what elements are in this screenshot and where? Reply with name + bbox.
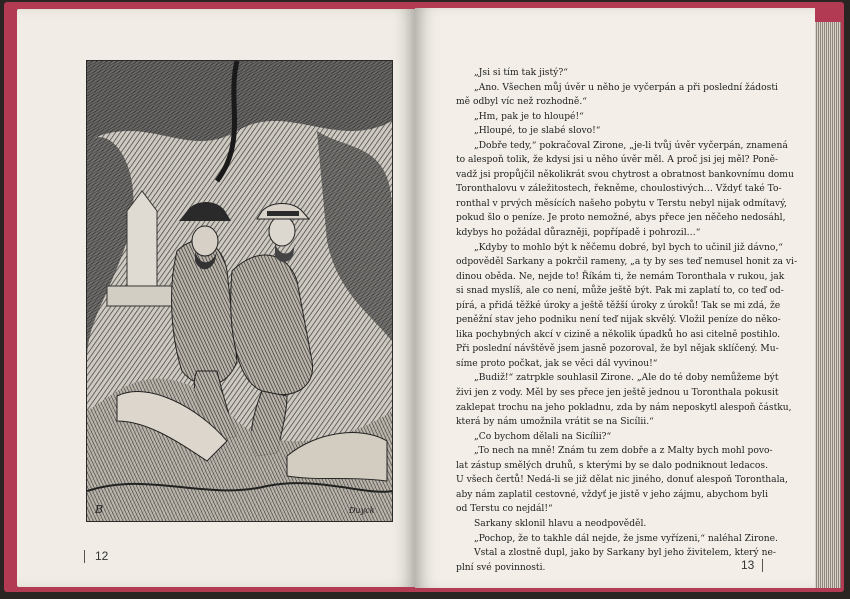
text-line: která by nám umožnila vrátit se na Sicílii.“ [456, 417, 654, 428]
text-line: vadž jsi propůjčil několikrát svou chytrost a obratnost bankovnímu domu [456, 169, 794, 180]
body-text [456, 66, 798, 575]
engraving-illustration [86, 60, 393, 522]
text-line: plní své povinnosti. [456, 562, 546, 573]
text-line: „Co bychom dělali na Sicílii?“ [474, 431, 612, 442]
text-line: odpověděl Sarkany a pokrčil rameny, „a ty by ses teď nemusel honit za vi- [456, 257, 798, 268]
text-line: Při poslední návštěvě jsem jasně pozoroval, že byl nějak sklíčený. Mu- [456, 344, 779, 355]
text-line: „Hm, pak je to hloupé!“ [474, 111, 584, 122]
text-line: ronthal v prvých měsících našeho pobytu v Terstu nebyl nijak odmítavý, [456, 198, 787, 209]
text-line: síme proto počkat, jak se věci dál vyvinou!“ [456, 358, 658, 369]
text-line: „To nech na mně! Znám tu zem dobře a z Malty bych mohl povo- [474, 446, 773, 457]
page-edges [815, 22, 841, 588]
text-line: pokud šlo o peníze. Je proto nemožné, abys přece jen něčeho nedosáhl, [456, 213, 786, 224]
text-line: „Dobře tedy,“ pokračoval Zirone, „je-li tvůj úvěr vyčerpán, znamená [474, 140, 788, 151]
text-line: Toronthalovu v záležitostech, řekněme, choulostivých… Vždyť také To- [456, 184, 782, 195]
text-line: dinou oběda. Ne, nejde to! Říkám ti, že nemám Toronthala v rukou, jak [456, 271, 785, 282]
text-line: „Hloupé, to je slabé slovo!“ [474, 126, 601, 137]
text-line: „Pochop, že to takhle dál nejde, že jsme vyřízeni,“ naléhal Zirone. [474, 533, 778, 544]
text-line: „Kdyby to mohlo být k něčemu dobré, byl bych to učinil již dávno,“ [474, 242, 783, 253]
text-line: zaklepat trochu na jeho pokladnu, zda by nám neposkytl alespoň částku, [456, 402, 792, 413]
text-line: si snad myslíš, ale co není, může ještě být. Pak mi zaplatí to, co teď od- [456, 286, 784, 297]
text-line: U všech čertů! Nedá-li se již dělat nic jiného, donuť alespoň Toronthala, [456, 475, 788, 486]
text-line: Sarkany sklonil hlavu a neodpověděl. [474, 518, 647, 529]
illustration-signature-left: B [95, 503, 104, 516]
text-line: lat zástup smělých druhů, s kterými by se dalo podniknout ledacos. [456, 460, 768, 471]
page-number-divider [762, 559, 763, 572]
text-line: živi jen z vody. Měl by ses přece jen ještě jednou u Toronthala pokusit [456, 388, 779, 399]
text-line: „Jsi si tím tak jistý?“ [474, 68, 568, 78]
text-line: Vstal a zlostně dupl, jako by Sarkany byl jeho živitelem, který ne- [474, 548, 776, 559]
text-line: „Budiž!“ zatrpkle souhlasil Zirone. „Ale do té doby nemůžeme být [474, 373, 779, 384]
text-line: mě odbyl víc než rozhodně.“ [456, 97, 587, 108]
text-line: peněžní stav jeho podniku není teď nijak skvělý. Vložil peníze do něko- [456, 315, 781, 326]
illustration-signature-right: Duyck [349, 506, 375, 515]
text-line: to alespoň tolik, že kdysi jsi u něho úvěr měl. A proč jsi jej měl? Poně- [456, 155, 779, 166]
text-line: lika pochybných akcí v cizině a několik úpadků ho asi citelně postihlo. [456, 329, 781, 340]
text-line: aby nám zaplatil cestovné, vždyť je jistě v jeho zájmu, abychom byli [456, 489, 768, 500]
page-number-right-container [741, 558, 763, 572]
text-line: pírá, a přidá těžké úroky a ještě těžší úroky z úroků! Tak se mi zdá, že [456, 300, 781, 311]
page-number-right: 13 [741, 558, 755, 572]
page-number-left: 12 [95, 549, 109, 563]
text-line: kdybys ho požádal důrazněji, popřípadě i pohrozil…“ [456, 228, 701, 239]
page-number-left-container [84, 549, 108, 563]
page-number-divider [84, 550, 85, 563]
text-line: od Terstu co nejdál!“ [456, 504, 553, 515]
text-line: „Ano. Všechen můj úvěr u něho je vyčerpán a při poslední žádosti [474, 82, 778, 93]
